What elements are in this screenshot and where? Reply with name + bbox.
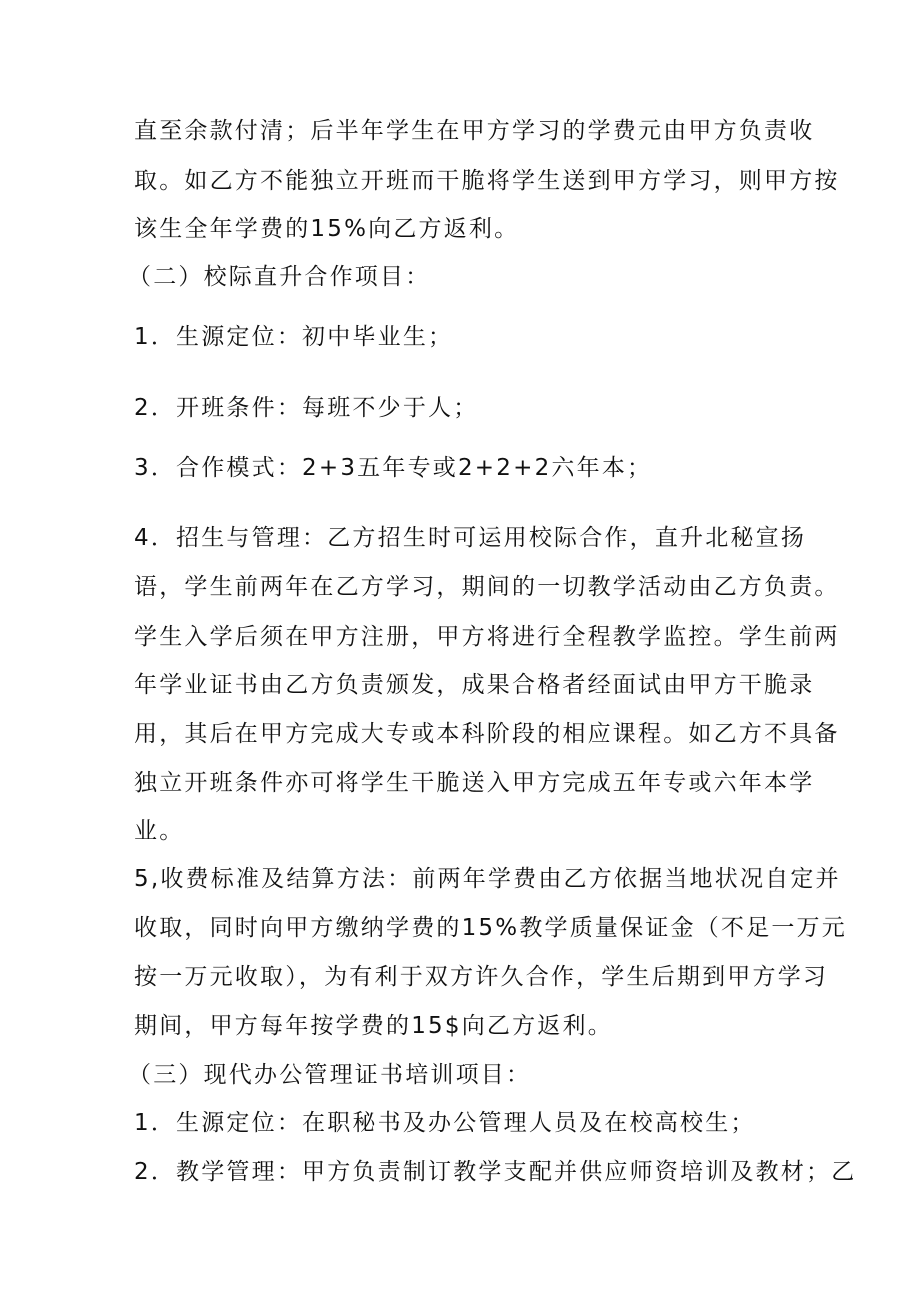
text-line: 业。 [134, 818, 185, 844]
list-item: 1．生源定位：初中毕业生； [134, 324, 454, 350]
text-line: 独立开班条件亦可将学生干脆送入甲方完成五年专或六年本学 [134, 770, 815, 796]
list-item: 2．开班条件：每班不少于人； [134, 395, 479, 421]
text-line: 期间，甲方每年按学费的15$向乙方返利。 [134, 1013, 613, 1039]
list-item: 5,收费标准及结算方法：前两年学费由乙方依据当地状况自定并 [134, 866, 841, 892]
text-line: 按一万元收取），为有利于双方许久合作，学生后期到甲方学习 [134, 964, 829, 990]
text-line: 直至余款付清；后半年学生在甲方学习的学费元由甲方负责收 [134, 118, 815, 144]
list-item: 1．生源定位：在职秘书及办公管理人员及在校高校生； [134, 1110, 756, 1136]
list-item: 4．招生与管理：乙方招生时可运用校际合作，直升北秘宣扬 [134, 525, 807, 551]
text-line: 收取，同时向甲方缴纳学费的15%教学质量保证金（不足一万元 [134, 915, 847, 941]
text-line: 年学业证书由乙方负责颁发，成果合格者经面试由甲方干脆录 [134, 672, 815, 698]
text-line: 该生全年学费的15%向乙方返利。 [134, 216, 520, 242]
text-line: 用，其后在甲方完成大专或本科阶段的相应课程。如乙方不具备 [134, 721, 840, 747]
text-line: 语，学生前两年在乙方学习，期间的一切教学活动由乙方负责。 [134, 574, 840, 600]
section-heading: （二）校际直升合作项目： [128, 264, 431, 290]
list-item: 2．教学管理：甲方负责制订教学支配并供应师资培训及教材；乙 [134, 1159, 857, 1185]
text-line: 学生入学后须在甲方注册，甲方将进行全程教学监控。学生前两 [134, 624, 840, 650]
list-item: 3．合作模式：2+3五年专或2+2+2六年本； [134, 455, 653, 481]
text-line: 取。如乙方不能独立开班而干脆将学生送到甲方学习，则甲方按 [134, 168, 840, 194]
section-heading: （三）现代办公管理证书培训项目： [128, 1062, 532, 1088]
